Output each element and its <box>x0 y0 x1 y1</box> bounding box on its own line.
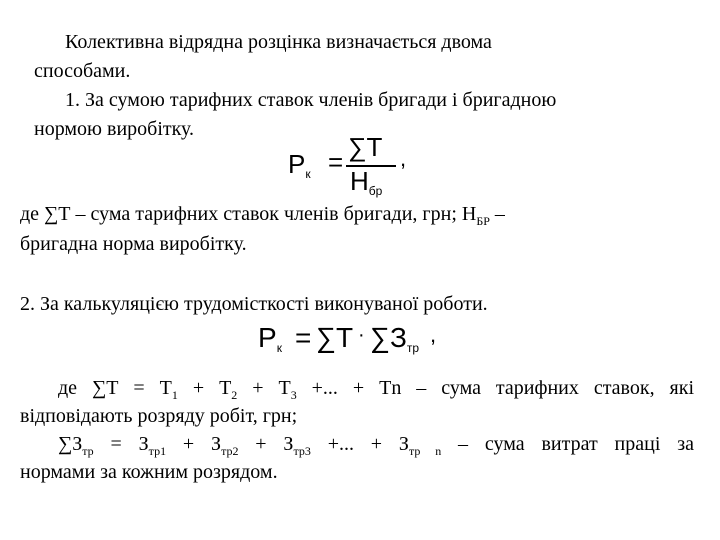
explain2-row-4: нормами за кожним розрядом. <box>20 461 278 483</box>
formula-1-denominator: Нбр <box>350 166 383 198</box>
item2-title: 2. За калькуляцією трудомісткості виконуваної роботи. <box>20 293 488 315</box>
intro-line-2: способами. <box>34 60 131 82</box>
formula-2-lhs: Рк <box>258 322 282 355</box>
formula-1 <box>288 132 418 198</box>
formula-2-sum-z: ∑Зтр <box>370 322 420 355</box>
explain1-line-2: бригадна норма виробітку. <box>20 233 247 255</box>
formula-1-comma: , <box>400 146 407 171</box>
formula-2-sum-t: ∑Т <box>316 322 354 353</box>
explain2-row-3: $\sum З_{тр} = З_{тр1} + З_{тр2} + З_{тр3}$ +... + $З_{тр n}$ – сума витрат праці за <box>58 433 694 458</box>
explain1-line-1: де ∑Т – сума тарифних ставок членів бригади, грн; $Н_{БР}$ – <box>20 203 505 228</box>
item1-line-2: нормою виробітку. <box>34 118 195 140</box>
intro-line-1: Колективна відрядна розцінка визначається двома <box>65 31 492 53</box>
formula-2-equals: = <box>295 322 312 353</box>
formula-1-numerator: ∑Т <box>348 132 383 162</box>
formula-2 <box>258 322 458 362</box>
formula-1-equals: = <box>328 147 344 177</box>
explain2-row-1: де $\sum Т = Т_1 + Т_2 + Т_3$ +... + Тn – сума тарифних ставок, які <box>58 377 695 402</box>
formula-2-dot: · <box>358 324 365 346</box>
formula-2-comma: , <box>430 322 437 347</box>
explain2-row-2: відповідають розряду робіт, грн; <box>20 405 298 427</box>
item1-line-1: 1. За сумою тарифних ставок членів бригади і бригадною <box>65 89 557 111</box>
formula-1-lhs: Рк <box>288 149 311 181</box>
